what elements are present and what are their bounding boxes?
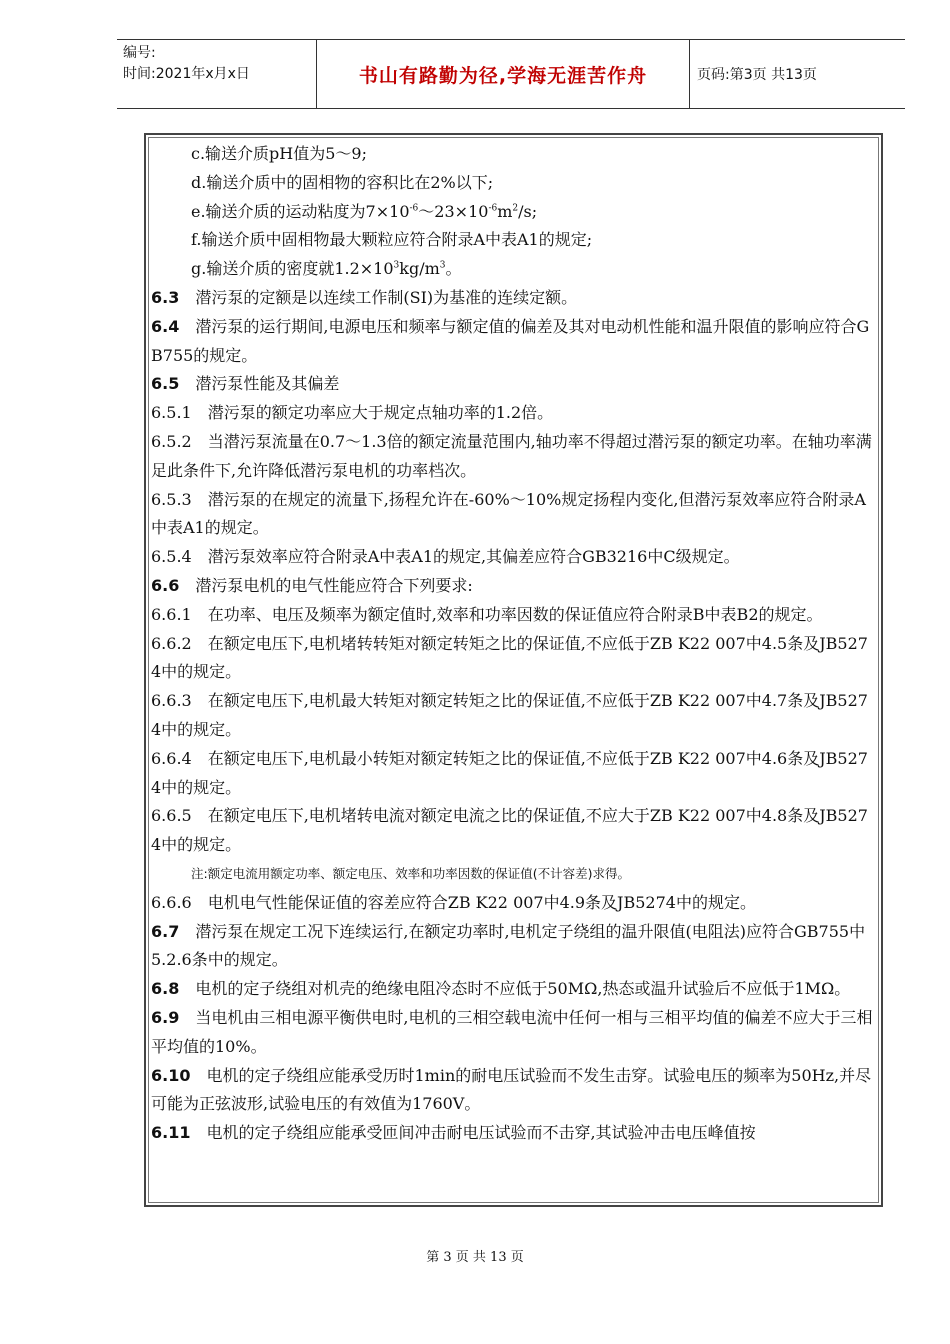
item-g: g.输送介质的密度就$1.2\times 10^3kg/m^3$。 [191, 259, 462, 279]
section-6-6-3: 6.6.3 在额定电压下,电机最大转矩对额定转矩之比的保证值,不应低于ZB K22 007中4.7条及JB5274中的规定。 [151, 691, 868, 739]
section-6-7: 6.7 潜污泵在规定工况下连续运行,在额定功率时,电机定子绕组的温升限值(电阻法)应符合GB755中5.2.6条中的规定。 [151, 921, 866, 970]
section-6-6-4: 6.6.4 在额定电压下,电机最小转矩对额定转矩之比的保证值,不应低于ZB K22 007中4.6条及JB5274中的规定。 [151, 748, 868, 797]
section-6-5: 6.5 潜污泵性能及其偏差 [151, 374, 340, 394]
item-c: c.输送介质pH值为5～9; [191, 144, 367, 163]
section-6-6: 6.6 潜污泵电机的电气性能应符合下列要求: [151, 575, 473, 595]
section-6-5-2: 6.5.2 当潜污泵流量在0.7～1.3倍的额定流量范围内,轴功率不得超过潜污泵的额定功率。在轴功率满足此条件下,允许降低潜污泵电机的功率档次。 [151, 431, 872, 480]
section-6-4: 6.4 潜污泵的运行期间,电源电压和频率与额定值的偏差及其对电动机性能和温升限值的影响应符合GB755的规定。 [151, 316, 870, 365]
item-d: d.输送介质中的固相物的容积比在2%以下; [191, 172, 494, 192]
section-6-5-4: 6.5.4 潜污泵效率应符合附录A中表A1的规定,其偏差应符合GB3216中C级规定。 [151, 547, 740, 567]
section-6-6-1: 6.6.1 在功率、电压及频率为额定值时,效率和功率因数的保证值应符合附录B中表B2的规定。 [151, 604, 823, 624]
item-e: e.输送介质的运动粘度为$7\times 10^{-6}\sim 23\times 10^{-6}m^2/s$; [191, 201, 538, 221]
document-header [117, 39, 905, 109]
note: 注:额定电流用额定功率、额定电压、效率和功率因数的保证值(不计容差)求得。 [191, 865, 630, 881]
header-motto: 书山有路勤为径,学海无涯苦作舟 [316, 40, 690, 108]
content-frame [144, 133, 883, 1207]
section-6-11: 6.11 电机的定子绕组应能承受匝间冲击耐电压试验而不击穿,其试验冲击电压峰值按 [151, 1123, 756, 1143]
section-6-8: 6.8 电机的定子绕组对机壳的绝缘电阻冷态时不应低于50MΩ,热态或温升试验后不应低于1MΩ。 [151, 979, 851, 999]
section-6-6-5: 6.6.5 在额定电压下,电机堵转电流对额定电流之比的保证值,不应大于ZB K22 007中4.8条及JB5274中的规定。 [151, 806, 868, 855]
section-6-6-6: 6.6.6 电机电气性能保证值的容差应符合ZB K22 007中4.9条及JB5274中的规定。 [151, 892, 756, 912]
item-f: f.输送介质中固相物最大颗粒应符合附录A中表A1的规定; [191, 230, 593, 250]
section-6-9: 6.9 当电机由三相电源平衡供电时,电机的三相空载电流中任何一相与三相平均值的偏差不应大于三相平均值的10%。 [151, 1007, 873, 1056]
page-footer: 第 3 页 共 13 页 [426, 1250, 524, 1265]
id-label: 编号: [123, 45, 156, 61]
section-6-6-2: 6.6.2 在额定电压下,电机堵转转矩对额定转矩之比的保证值,不应低于ZB K22 007中4.5条及JB5274中的规定。 [151, 633, 868, 682]
time-label: 时间:2021年x月x日 [123, 66, 250, 82]
header-meta [123, 43, 313, 85]
header-page-info: 页码:第3页 共13页 [697, 67, 817, 83]
section-6-5-1: 6.5.1 潜污泵的额定功率应大于规定点轴功率的1.2倍。 [151, 403, 554, 423]
section-6-5-3: 6.5.3 潜污泵的在规定的流量下,扬程允许在-60%～10%规定扬程内变化,但潜污泵效率应符合附录A中表A1的规定。 [151, 489, 866, 538]
section-6-10: 6.10 电机的定子绕组应能承受历时1min的耐电压试验而不发生击穿。试验电压的频率为50Hz,并尽可能为正弦波形,试验电压的有效值为1760V。 [151, 1065, 872, 1114]
section-6-3: 6.3 潜污泵的定额是以连续工作制(SI)为基准的连续定额。 [151, 287, 578, 307]
content-body [151, 140, 876, 1148]
